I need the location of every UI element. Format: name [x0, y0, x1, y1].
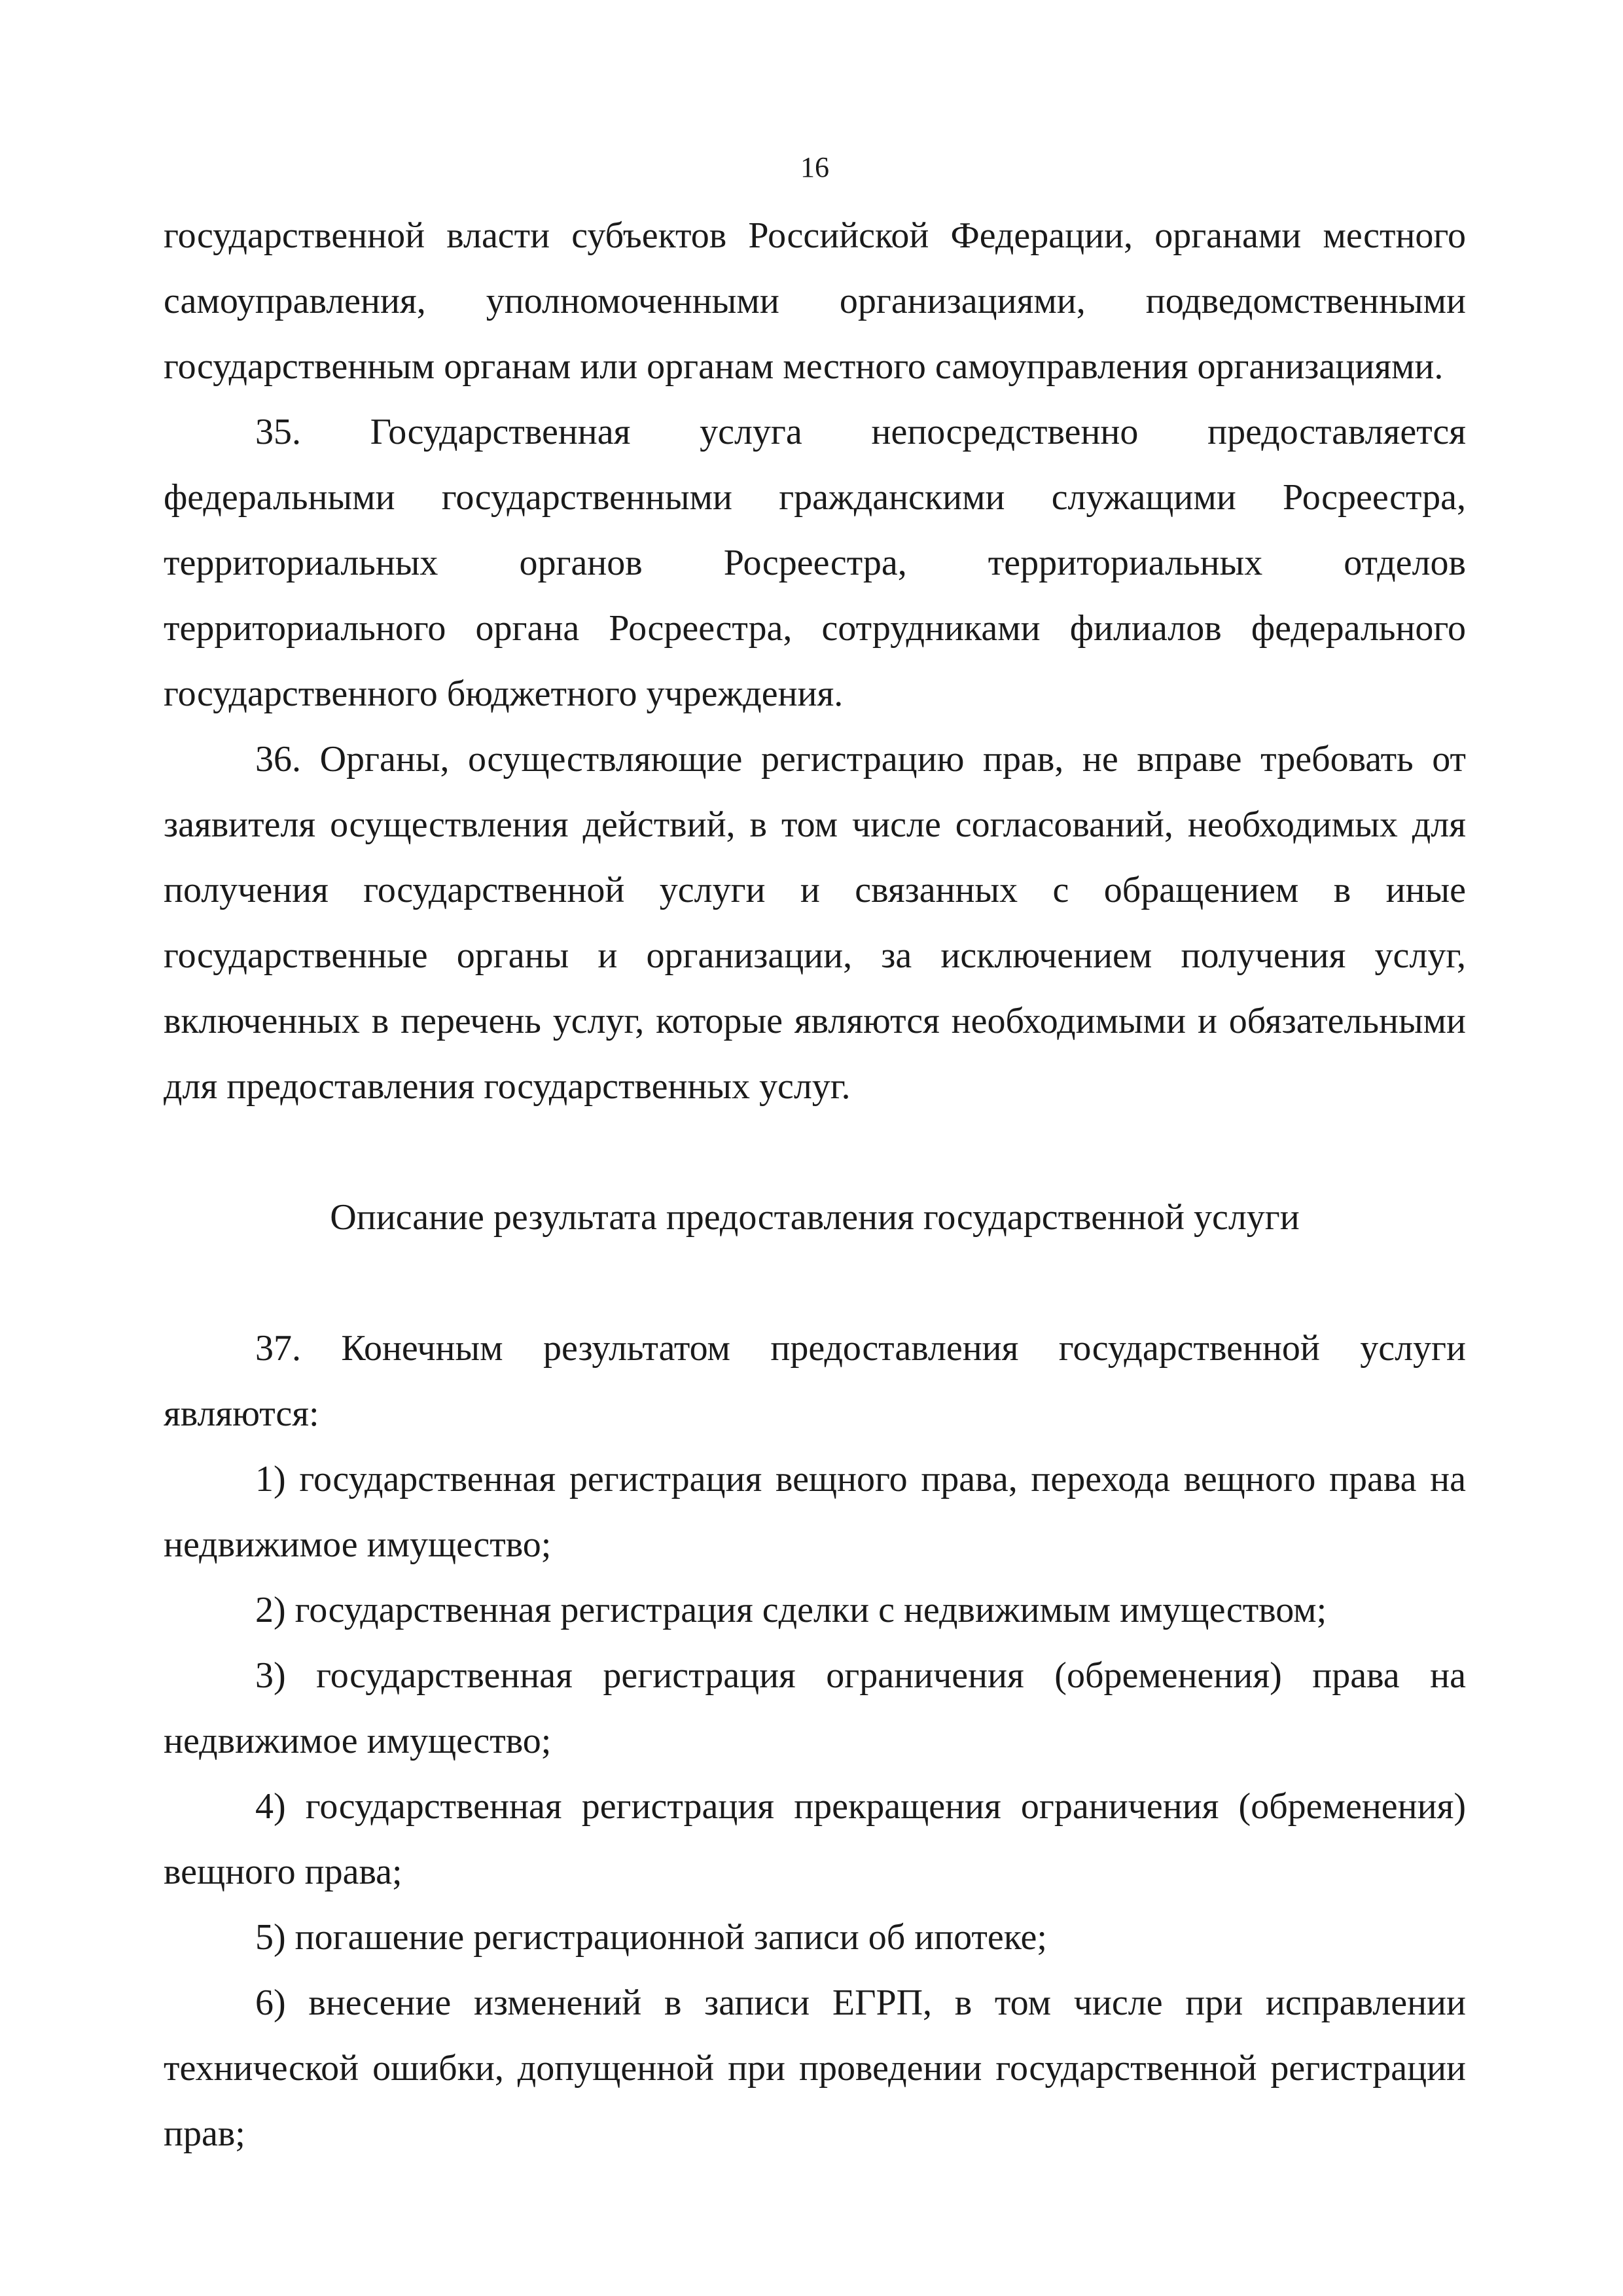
list-item-5: 5) погашение регистрационной записи об ипотеке;	[255, 1917, 1047, 1958]
paragraph-35: 35. Государственная услуга непосредственно предоставляется федеральными государственными гражданскими служащими Росреестра, территориальных органов Росреестра, территориальных отделов территориального органа Росреестра, сотрудниками филиалов федерального государственного бюджетного учреждения.	[164, 412, 1466, 714]
paragraph: государственной власти субъектов Российской Федерации, органами местного самоуправления, уполномоченными организациями, подведомственными государственным органам или органам местного самоуправления организациями.	[164, 215, 1466, 387]
list-item-3: 3) государственная регистрация ограничения (обременения) права на недвижимое имущество;	[164, 1655, 1466, 1761]
section-heading: Описание результата предоставления государственной услуги	[330, 1197, 1300, 1238]
paragraph-37: 37. Конечным результатом предоставления государственной услуги являются:	[164, 1328, 1466, 1434]
list-item-6: 6) внесение изменений в записи ЕГРП, в том числе при исправлении технической ошибки, допущенной при проведении государственной регистрации прав;	[164, 1982, 1466, 2154]
list-item-1: 1) государственная регистрация вещного права, перехода вещного права на недвижимое имущество;	[164, 1459, 1466, 1565]
list-item-2: 2) государственная регистрация сделки с недвижимым имуществом;	[255, 1590, 1327, 1630]
page-number: 16	[800, 151, 829, 183]
paragraph-36: 36. Органы, осуществляющие регистрацию прав, не вправе требовать от заявителя осуществления действий, в том числе согласований, необходимых для получения государственной услуги и связанных с обращением в иные государственные органы и организации, за исключением получения услуг, включенных в перечень услуг, которые являются необходимыми и обязательными для предоставления государственных услуг.	[164, 739, 1466, 1107]
document-body	[164, 203, 1466, 2166]
list-item-4: 4) государственная регистрация прекращения ограничения (обременения) вещного права;	[164, 1786, 1466, 1892]
